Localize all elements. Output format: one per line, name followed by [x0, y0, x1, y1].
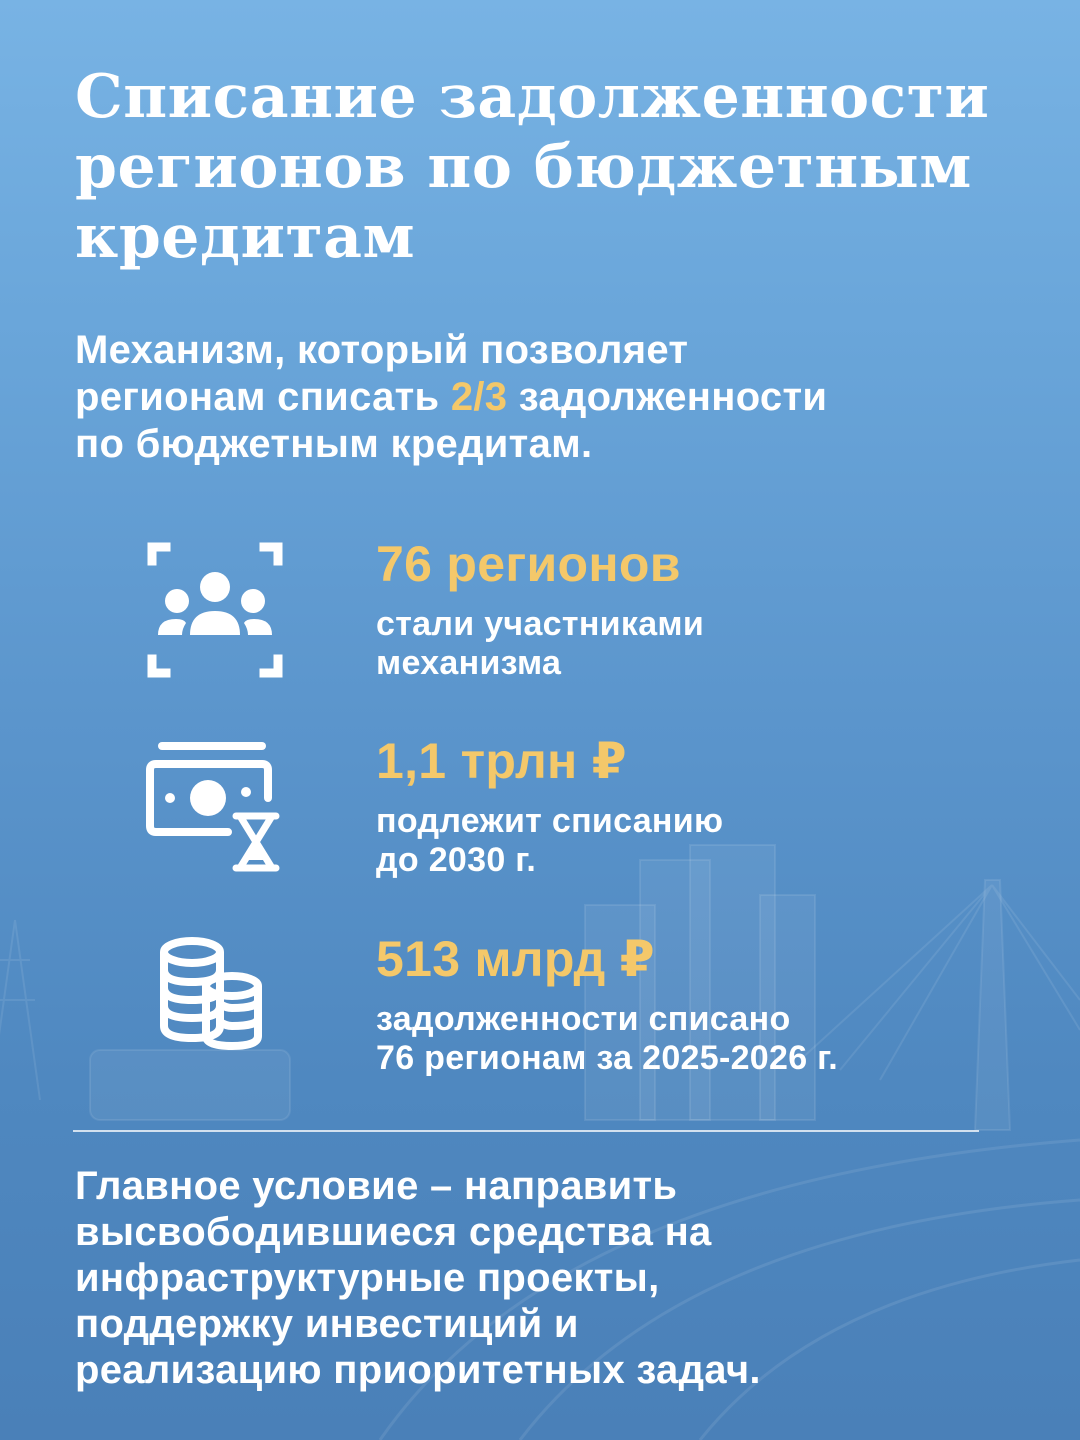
- stat-desc-line-1: подлежит списанию: [376, 802, 724, 840]
- coin-stacks-icon: [140, 930, 290, 1080]
- stat-desc-line-1: стали участниками: [376, 605, 705, 643]
- stat-description: [376, 1000, 1016, 1078]
- intro-line-2-start: регионам списать: [75, 375, 451, 419]
- people-group-icon: [140, 535, 290, 685]
- stat-value: 76 регионов: [376, 536, 681, 592]
- stat-value: 513 млрд ₽: [376, 931, 655, 987]
- stat-desc-line-2: до 2030 г.: [376, 841, 537, 879]
- condition-line-2: высвободившиеся средства на: [75, 1210, 712, 1254]
- page-title: [75, 62, 1035, 272]
- condition-line-3: инфраструктурные проекты,: [75, 1256, 660, 1300]
- intro-line-1: Механизм, который позволяет: [75, 328, 689, 372]
- title-line-2: регионов по бюджетным: [75, 132, 972, 202]
- stat-desc-line-2: 76 регионам за 2025-2026 г.: [376, 1039, 838, 1077]
- intro-line-2-end: задолженности: [507, 375, 828, 419]
- intro-fraction-highlight: 2/3: [450, 375, 508, 419]
- stat-regions: [0, 535, 1080, 695]
- stat-desc-line-2: механизма: [376, 644, 562, 682]
- condition-line-4: поддержку инвестиций и: [75, 1302, 579, 1346]
- stat-value: 1,1 трлн ₽: [376, 733, 627, 789]
- stat-description: [376, 802, 1016, 880]
- title-line-3: кредитам: [75, 202, 416, 272]
- stat-writeoff-total: [0, 732, 1080, 892]
- intro-line-2: [75, 374, 1035, 421]
- intro-line-3: по бюджетным кредитам.: [75, 422, 593, 466]
- main-condition-paragraph: [75, 1163, 1035, 1393]
- intro-paragraph: [75, 327, 1035, 468]
- money-hourglass-icon: [140, 732, 290, 882]
- condition-line-5: реализацию приоритетных задач.: [75, 1348, 761, 1392]
- title-line-1: Списание задолженности: [75, 62, 990, 132]
- stat-desc-line-1: задолженности списано: [376, 1000, 791, 1038]
- stat-description: [376, 605, 1016, 683]
- section-divider: [73, 1130, 979, 1132]
- stat-written-off: [0, 930, 1080, 1090]
- condition-line-1: Главное условие – направить: [75, 1164, 678, 1208]
